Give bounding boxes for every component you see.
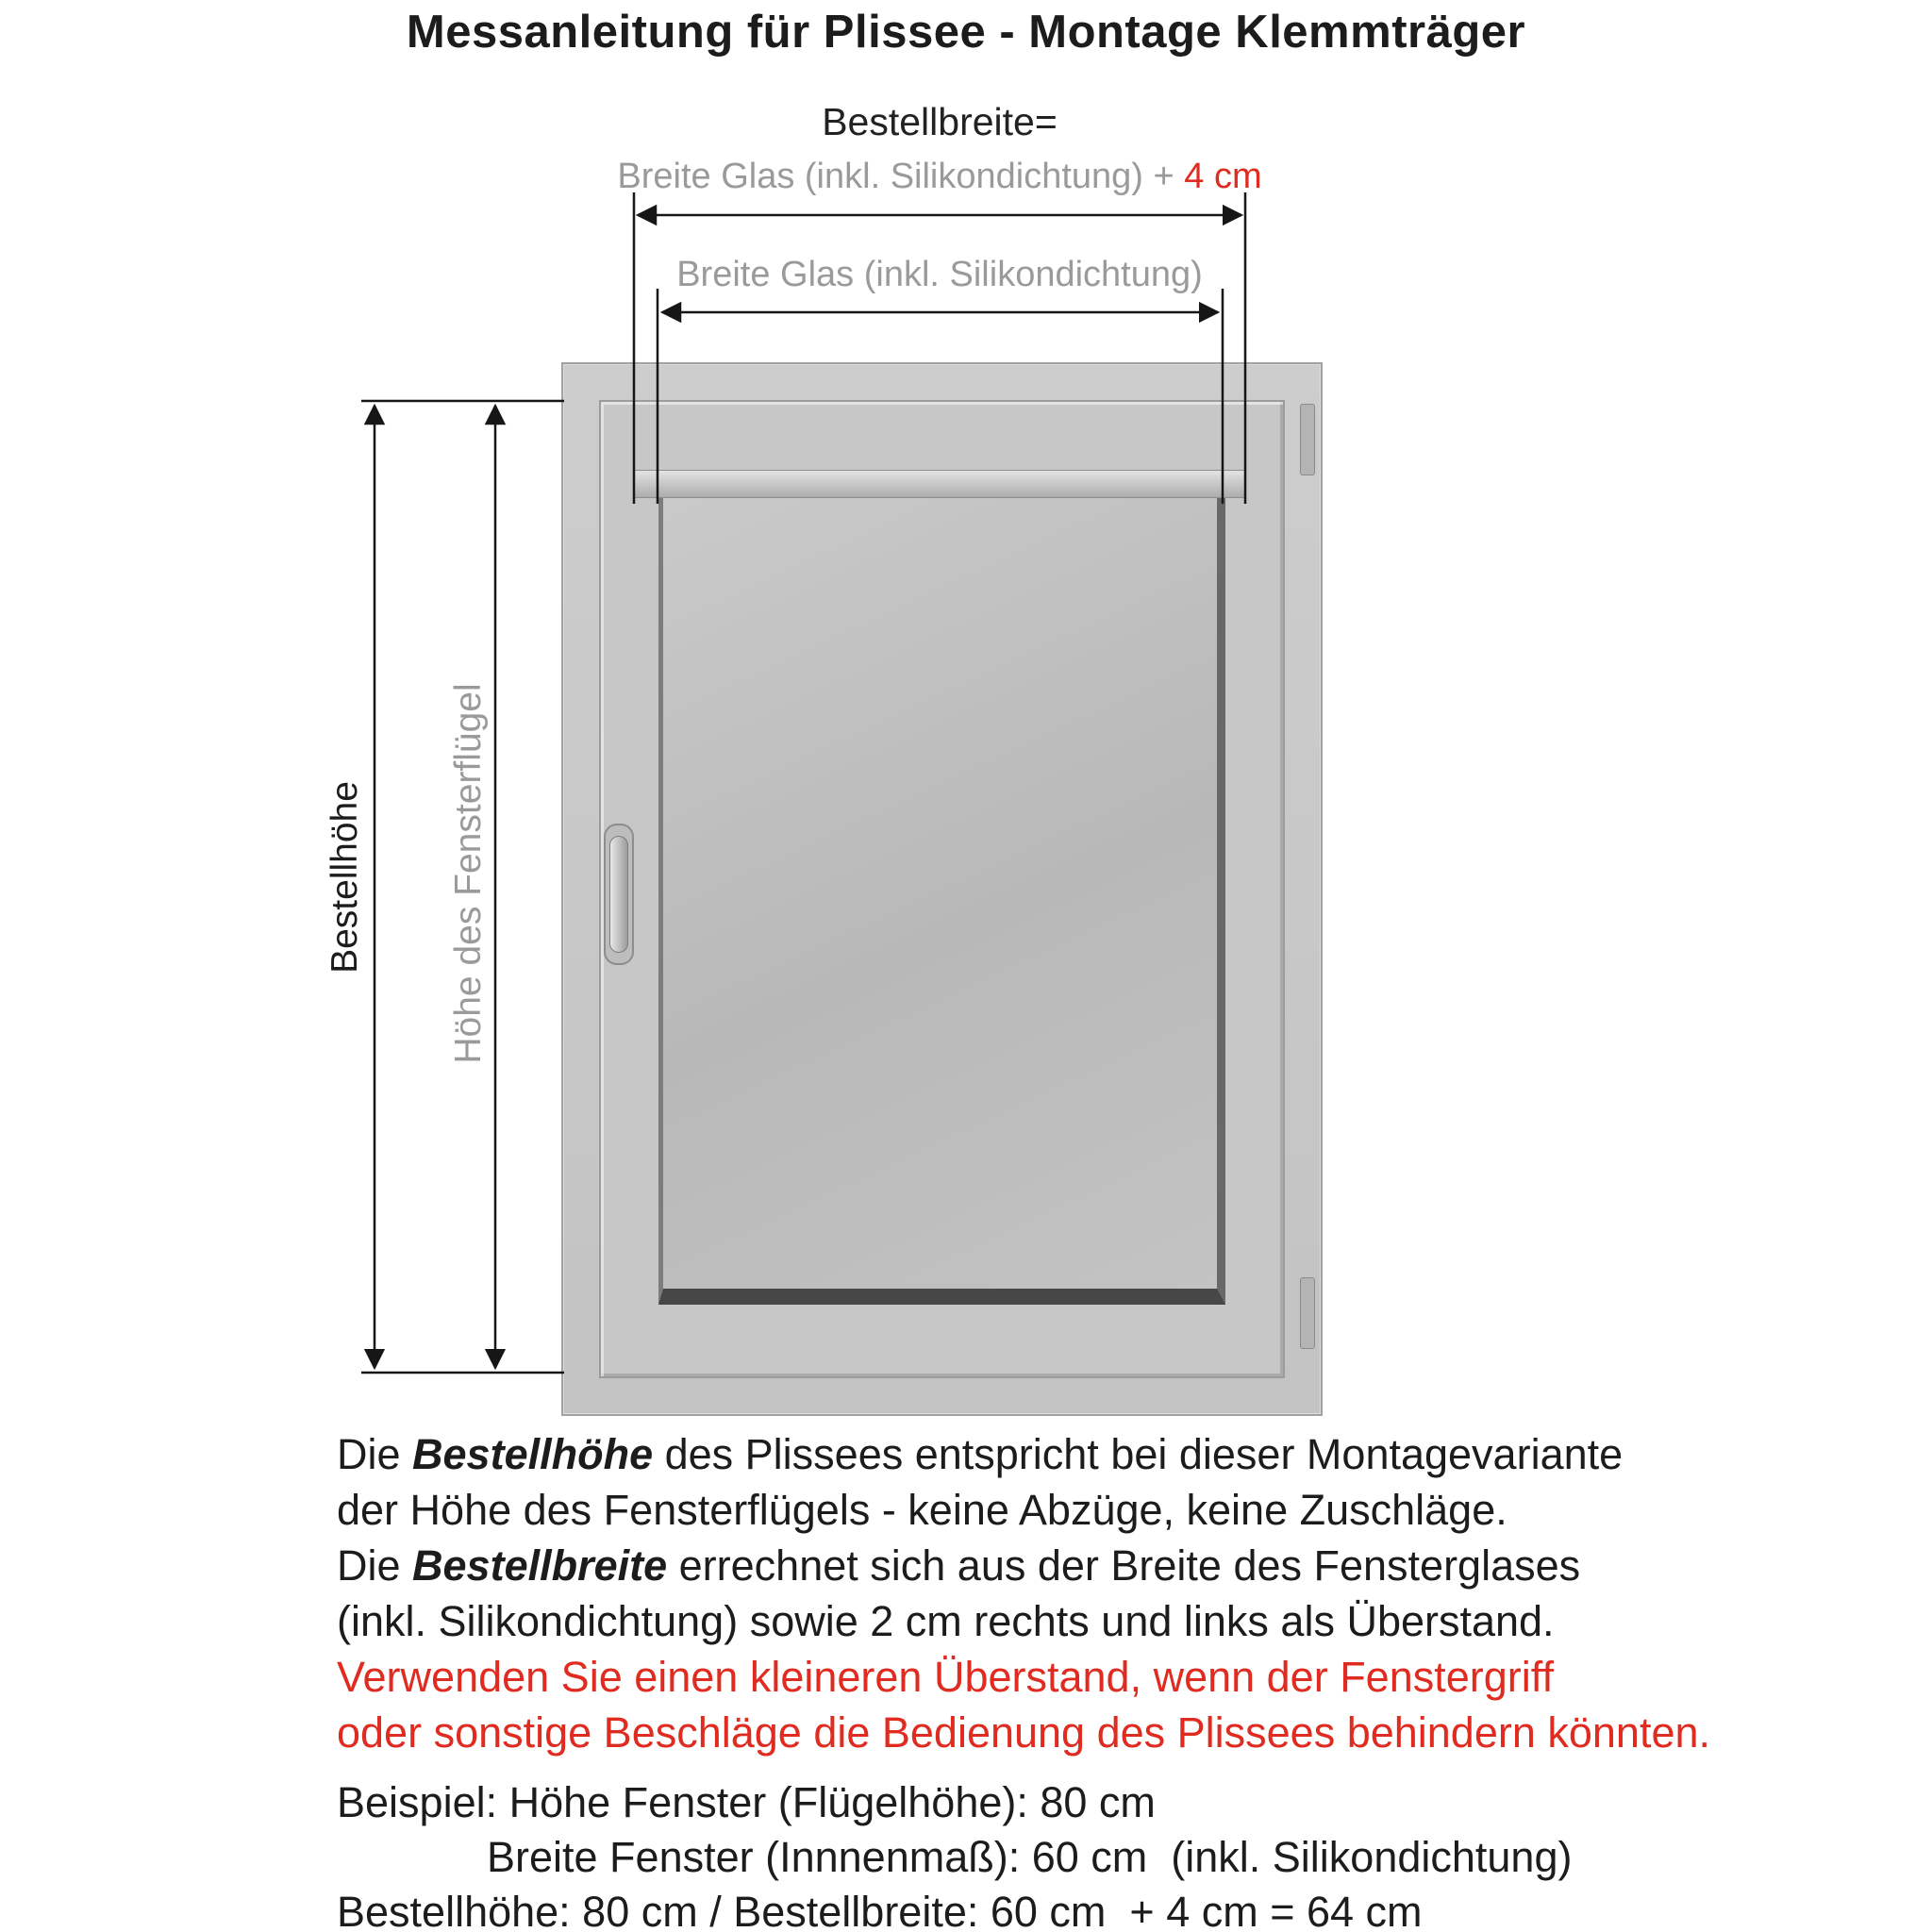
warning-line-2: oder sonstige Beschläge die Bedienung des Plissees behindern könnten. <box>337 1708 1711 1757</box>
description-line-2: der Höhe des Fensterflügels - keine Abzüge, keine Zuschläge. <box>337 1486 1507 1534</box>
window-frame <box>561 362 1323 1416</box>
example-line-1: Beispiel: Höhe Fenster (Flügelhöhe): 80 cm <box>337 1778 1156 1826</box>
description-line-1 <box>337 1426 1710 1482</box>
description-line-3-rest: errechnet sich aus der Breite des Fensterglases <box>667 1541 1581 1590</box>
description-line-1-bold: Bestellhöhe <box>412 1430 654 1478</box>
order-width-formula-gray: Breite Glas (inkl. Silikondichtung) + <box>617 157 1185 196</box>
example-line-2: Breite Fenster (Innnenmaß): 60 cm (inkl. Silikondichtung) <box>487 1833 1573 1881</box>
description-line-1-prefix: Die <box>337 1430 413 1478</box>
order-height-label: Bestellhöhe <box>325 781 365 974</box>
warning-line-1: Verwenden Sie einen kleineren Überstand, wenn der Fenstergriff <box>337 1653 1554 1701</box>
page-title: Messanleitung für Plissee - Montage Klemmträger <box>406 7 1526 58</box>
description-line-3-prefix: Die <box>337 1541 413 1590</box>
description-text <box>337 1426 1710 1760</box>
description-line-1-rest: des Plissees entspricht bei dieser Montagevariante <box>653 1430 1624 1478</box>
description-line-3-bold: Bestellbreite <box>412 1541 668 1590</box>
example-line-3: Bestellhöhe: 80 cm / Bestellbreite: 60 cm + 4 cm = 64 cm <box>337 1888 1423 1932</box>
window-glass <box>658 475 1225 1305</box>
example-text <box>337 1775 1572 1932</box>
order-width-formula <box>617 157 1261 197</box>
order-width-formula-red: 4 cm <box>1184 157 1262 196</box>
glass-width-label: Breite Glas (inkl. Silikondichtung) <box>676 255 1203 294</box>
description-line-4: (inkl. Silikondichtung) sowie 2 cm rechts und links als Überstand. <box>337 1597 1555 1645</box>
description-line-3 <box>337 1538 1710 1593</box>
window-handle-icon <box>609 836 628 953</box>
order-width-label: Bestellbreite= <box>822 100 1058 143</box>
sash-height-label: Höhe des Fensterflügel <box>448 683 489 1064</box>
hinge-top-icon <box>1300 404 1315 475</box>
hinge-bottom-icon <box>1300 1277 1315 1349</box>
plissee-top-rail <box>634 470 1245 498</box>
